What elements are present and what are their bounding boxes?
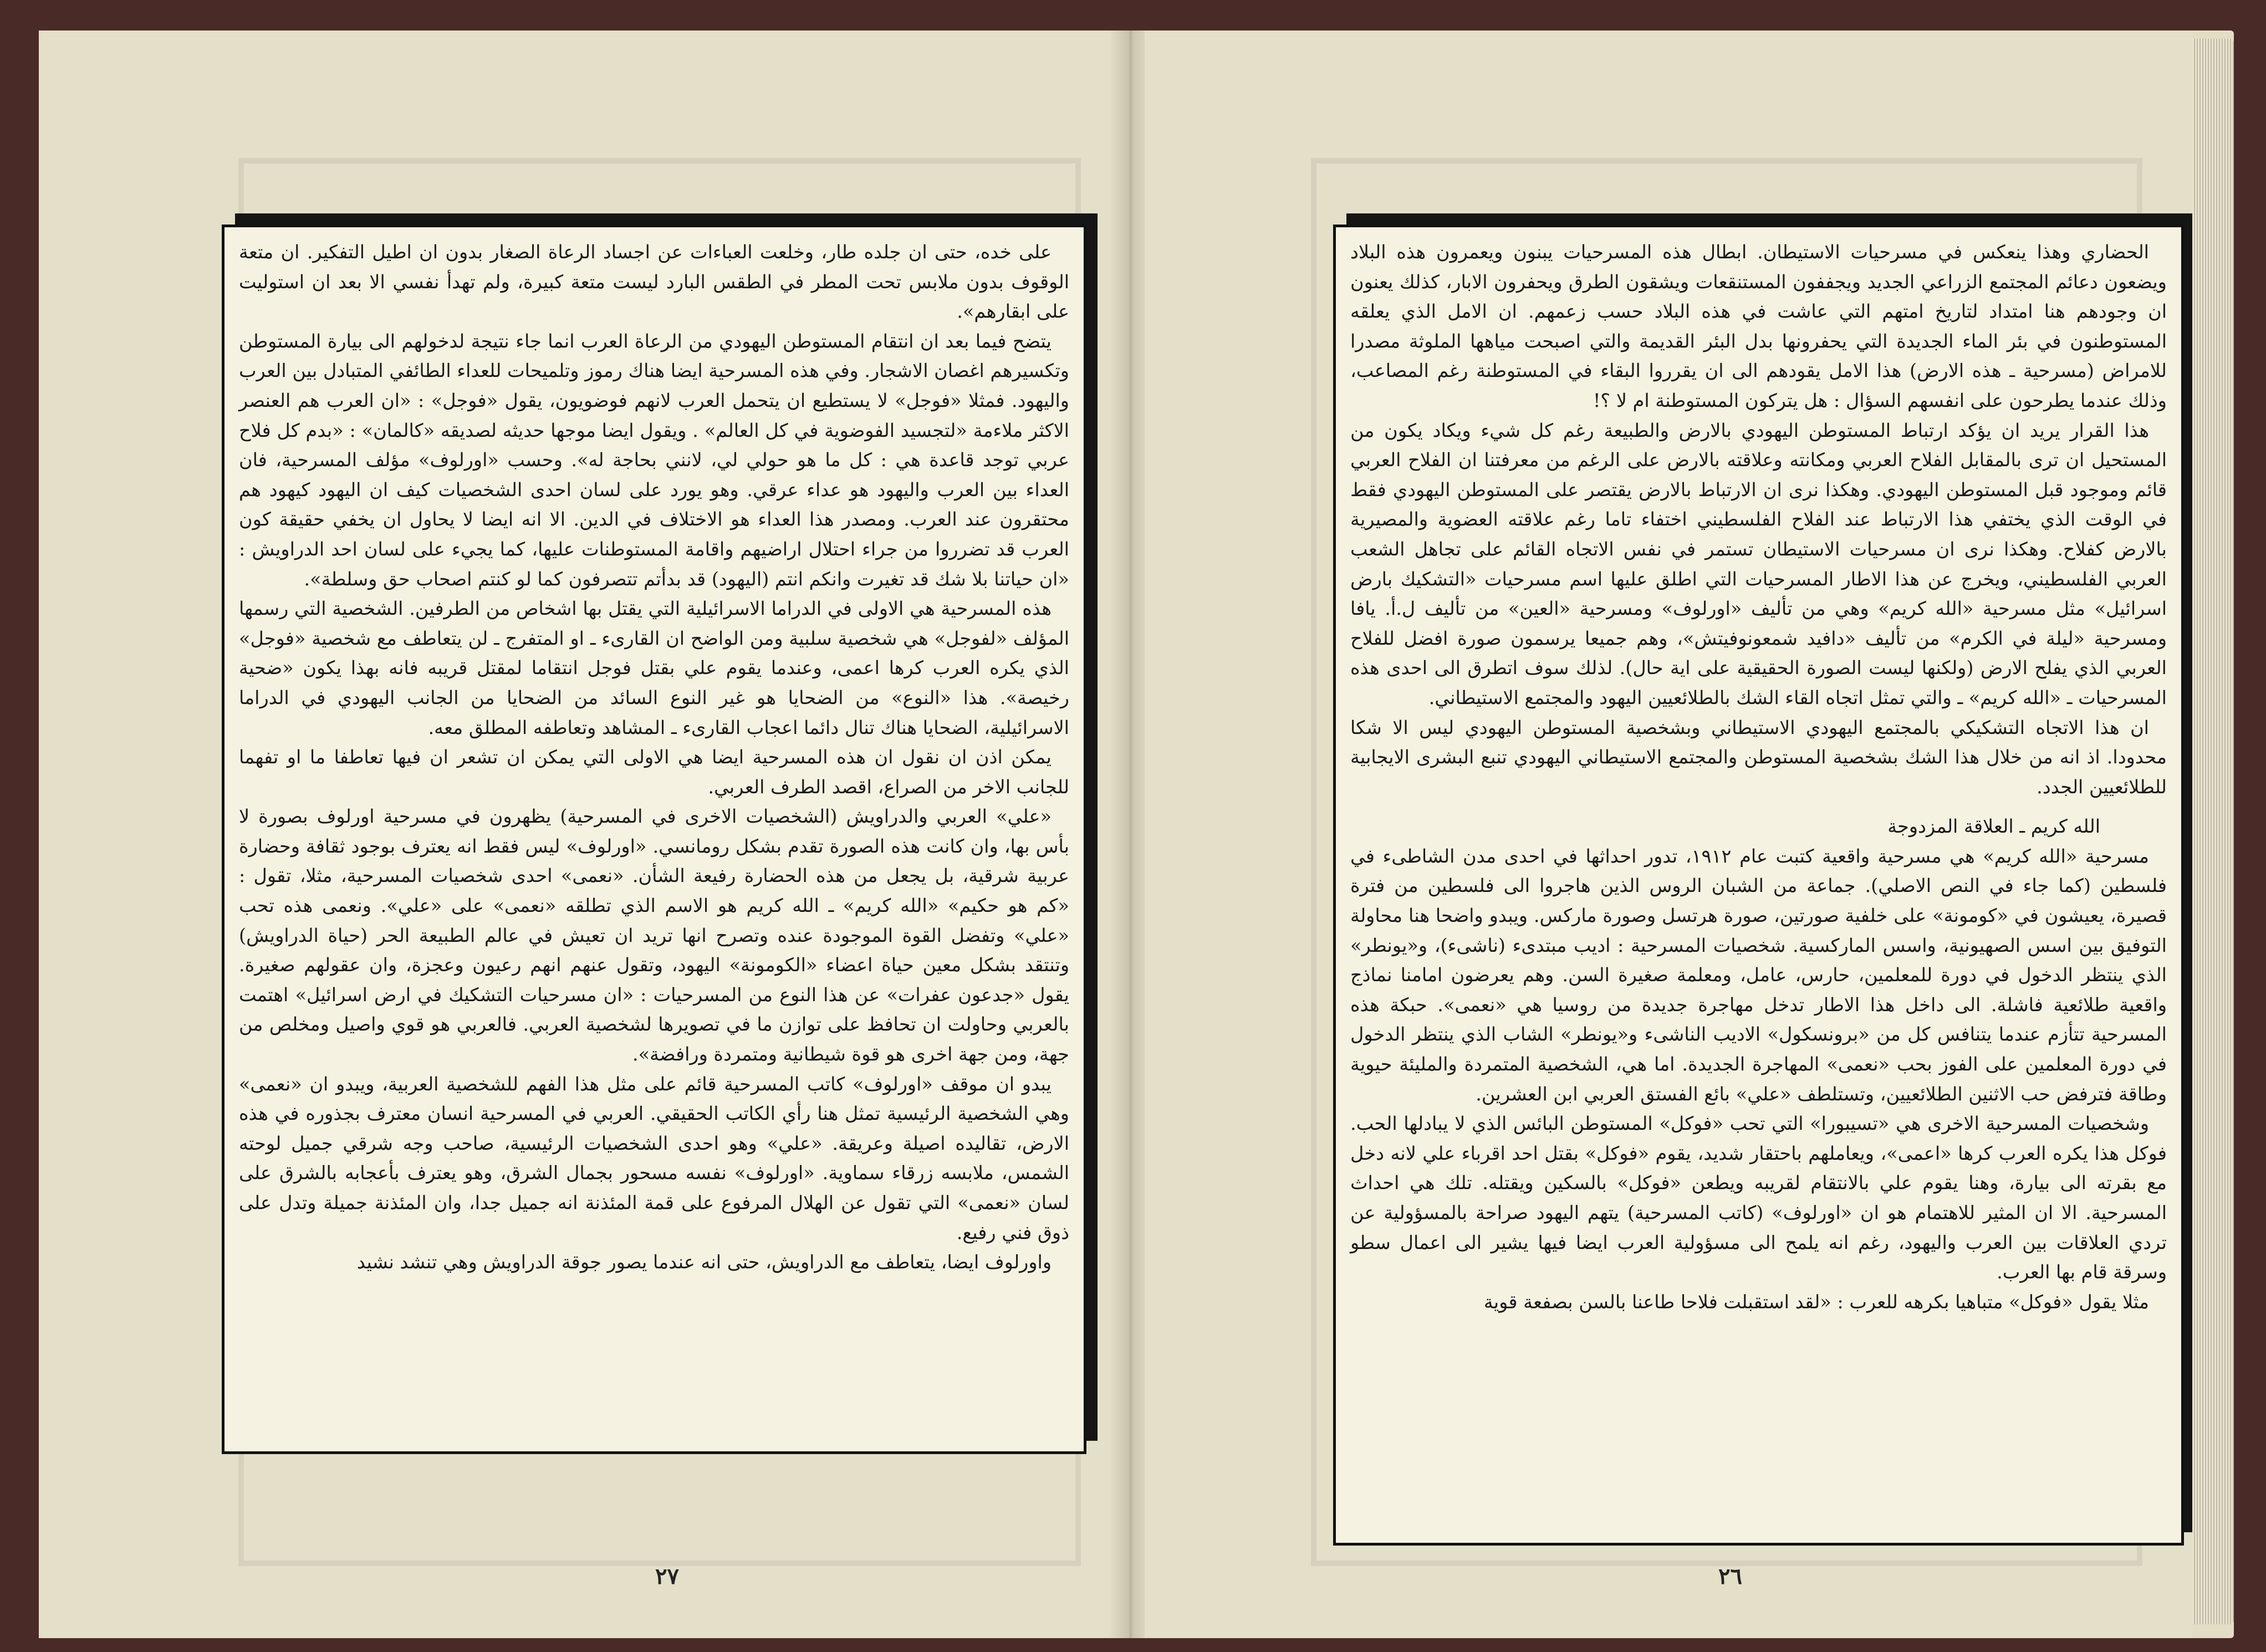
left-page-text-frame [222,225,1086,1454]
paragraph: الحضاري وهذا ينعكس في مسرحيات الاستيطان. ابطال هذه المسرحيات يبنون ويعمرون هذه البلاد ويضعون دعائم المجتمع الزراعي الجديد ويجففون المستنقعات ويشقون الطرق ويحفرون الابار، كذلك يعنون ان وجودهم هنا امتداد لتاريخ امتهم التي عاشت في هذه البلاد حسب زعمهم. ان الامل الذي يعلقه المستوطنون في بئر الماء الجديدة التي يحفرونها بدل البئر القديمة والتي اصبحت مياهها الملوثة مصدرا للامراض (مسرحية ـ هذه الارض) هذا الامل يقودهم الى ان يقرروا البقاء في المستوطنة رغم المصاعب، وذلك عندما يطرحون على انفسهم السؤال : هل يتركون المستوطنة ام لا ؟! [1350,241,2167,411]
page-number-left: ٢٧ [655,1563,679,1589]
paragraph: مسرحية «الله كريم» هي مسرحية واقعية كتبت عام ١٩١٢، تدور احداثها في احدى مدن الشاطىء في فلسطين (كما جاء في النص الاصلي). جماعة من الشبان الروس الذين هاجروا الى فلسطين من فترة قصيرة، يعيشون في «كومونة» على خلفية صورتين، صورة هرتسل وصورة ماركس. ويبدو واضحا هنا محاولة التوفيق بين اسس الصهيونية، واسس الماركسية. شخصيات المسرحية : اديب مبتدىء (ناشىء)، و«يونطر» الذي ينتظر الدخول في دورة للمعلمين، حارس، عامل، ومعلمة صغيرة السن. وهم يعرضون امامنا نماذج واقعية طلائعية فاشلة. الى داخل هذا الاطار تدخل مهاجرة جديدة من روسيا هي «نعمى». حبكة هذه المسرحية تتأزم عندما يتنافس كل من «برونسكول» الاديب الناشىء و«يونطر» الشاب الذي ينتظر الدخول في دورة المعلمين على الفوز بحب «نعمى» المهاجرة الجديدة. اما هي، الشخصية المتمردة والمليئة حيوية وطاقة فترفض حب الاثنين الطلائعيين، وتستلطف «علي» بائع الفستق العربي ابن العشرين. [1350,845,2167,1105]
page-edges [2192,39,2234,1624]
page-number-right: ٢٦ [1718,1563,1742,1589]
paragraph: يبدو ان موقف «اورلوف» كاتب المسرحية قائم على مثل هذا الفهم للشخصية العربية، ويبدو ان «نعمى» وهي الشخصية الرئيسية تمثل هنا رأي الكاتب الحقيقي. العربي في المسرحية انسان معترف بجذوره في هذه الارض، تقاليده اصيلة وعريقة. «علي» وهو احدى الشخصيات الرئيسية، صاحب وجه شرقي جميل لوحته الشمس، ملابسه زرقاء سماوية. «اورلوف» نفسه مسحور بجمال الشرق، وهو يعترف بأعجابه بالشرق على لسان «نعمى» التي تقول عن الهلال المرفوع على قمة المئذنة انه جميل جدا، وان المئذنة جميلة وتدل على ذوق فني رفيع. [239,1073,1069,1243]
paragraph: «علي» العربي والدراويش (الشخصيات الاخرى في المسرحية) يظهرون في مسرحية اورلوف بصورة لا بأس بها، وان كانت هذه الصورة تقدم بشكل رومانسي. «اورلوف» ليس فقط انه يعترف بوجود ثقافة وحضارة عربية شرقية، بل يجعل من هذه الحضارة رفيعة الشأن. «نعمى» احدى شخصيات المسرحية، مثلا، تقول : «كم هو حكيم» «الله كريم» ـ الله كريم هو الاسم الذي تطلقه «نعمى» على «علي». ونعمى هذه تحب «علي» وتفضل القوة الموجودة عنده وتصرح انها تريد ان تعيش في عالم الطبيعة الحر (حياة الدراويش) وتنتقد بشكل معين حياة اعضاء «الكومونة» اليهود، وتقول عنهم انهم رعيون وعجزة، وان عقولهم صغيرة. يقول «جدعون عفرات» عن هذا النوع من المسرحيات : «ان مسرحيات التشكيك في ارض اسرائيل» اهتمت بالعربي وحاولت ان تحافظ على توازن ما في تصويرها لشخصية العربي. فالعربي هو قوي واصيل ومخلص من جهة، ومن جهة اخرى هو قوة شيطانية ومتمردة ورافضة». [239,805,1069,1065]
left-page [39,30,1117,1638]
paragraph: وشخصيات المسرحية الاخرى هي «تسيبورا» التي تحب «فوكل» المستوطن البائس الذي لا يبادلها الحب. فوكل هذا يكره العرب كرها «اعمى»، ويعاملهم باحتقار شديد، يقوم «فوكل» بقتل احد اقرباء علي لانه دخل مع بقرته الى بيارة، وهنا يقوم علي بالانتقام لقريبه ويطعن «فوكل» بالسكين ويقتله. تلك هي احداث المسرحية. الا ان المثير للاهتمام هو ان «اورلوف» (كاتب المسرحية) يتهم اليهود صراحة بالمسؤولية عن تردي العلاقات بين العرب واليهود، رغم انه يلمح الى مسؤولية العرب ايضا فيها يشير الى اعمال سطو وسرقة قام بها العرب. [1350,1113,2167,1283]
paragraph: هذه المسرحية هي الاولى في الدراما الاسرائيلية التي يقتل بها اشخاص من الطرفين. الشخصية التي رسمها المؤلف «لفوجل» هي شخصية سلبية ومن الواضح ان القارىء ـ او المتفرج ـ لن يتعاطف مع شخصية «فوجل» الذي يكره العرب كرها اعمى، وعندما يقوم علي بقتل فوجل انتقاما لمقتل قريبه فانه بهذا يكون «ضحية رخيصة». هذا «النوع» من الضحايا هو غير النوع السائد من الضحايا من الجانب اليهودي في الدراما الاسرائيلية، الضحايا هناك تنال دائما اعجاب القارىء ـ المشاهد وتعاطفه المطلق معه. [239,598,1069,738]
paragraph: هذا القرار يريد ان يؤكد ارتباط المستوطن اليهودي بالارض والطبيعة رغم كل شيء ويكاد يكون من المستحيل ان ترى بالمقابل الفلاح العربي ومكانته وعلاقته بالارض على الرغم من معرفتنا ان الفلاح العربي قائم وموجود قبل المستوطن اليهودي. وهكذا نرى ان الارتباط بالارض يقتصر على المستوطن اليهودي فقط في الوقت الذي يختفي هذا الارتباط عند الفلاح الفلسطيني اختفاء تاما رغم علاقته العضوية والمصيرية بالارض كفلاح. وهكذا نرى ان مسرحيات الاستيطان تستمر في نفس الاتجاه القائم على تجاهل الشعب العربي الفلسطيني، ويخرج عن هذا الاطار المسرحيات التي اطلق عليها اسم مسرحيات «التشكيك بارض اسرائيل» مثل مسرحية «الله كريم» وهي من تأليف «اورلوف» ومسرحية «العين» من تأليف ل.أ. يافا ومسرحية «ليلة في الكرم» من تأليف «دافيد شمعونوفيتش»، وهم جميعا يرسمون صورة افضل للفلاح العربي الذي يفلح الارض (ولكنها ليست الصورة الحقيقية على اية حال). لذلك سوف اتطرق الى احدى هذه المسرحيات ـ «الله كريم» ـ والتي تمثل اتجاه القاء الشك بالطلائعيين اليهود والمجتمع الاستيطاني. [1350,419,2167,708]
paragraph: مثلا يقول «فوكل» متباهيا بكرهه للعرب : «لقد استقبلت فلاحا طاعنا بالسن بصفعة قوية [1483,1291,2149,1313]
paragraph: يمكن اذن ان نقول ان هذه المسرحية ايضا هي الاولى التي يمكن ان تشعر ان فيها تعاطفا ما او تفهما للجانب الاخر من الصراع، اقصد الطرف العربي. [239,746,1069,798]
paragraph: على خده، حتى ان جلده طار، وخلعت العباءات عن اجساد الرعاة الصغار بدون ان اطيل التفكير. ان متعة الوقوف بدون ملابس تحت المطر في الطقس البارد ليست متعة كبيرة، ولم تهدأ نفسي الا بعد ان استوليت على ابقارهم». [239,241,1069,323]
section-heading: الله كريم ـ العلاقة المزدوجة [1887,815,2100,838]
right-page [1145,30,2192,1638]
paragraph: ان هذا الاتجاه التشكيكي بالمجتمع اليهودي الاستيطاني وبشخصية المستوطن اليهودي ليس الا شكا محدودا. اذ انه من خلال هذا الشك بشخصية المستوطن والمجتمع الاستيطاني اليهودي تنبع البشرى الايجابية للطلائعيين الجدد. [1350,716,2167,798]
paragraph: واورلوف ايضا، يتعاطف مع الدراويش، حتى انه عندما يصور جوقة الدراويش وهي تنشد نشيد [356,1251,1052,1273]
book-spread [39,30,2234,1638]
right-page-text-frame [1333,225,2184,1546]
paragraph: يتضح فيما بعد ان انتقام المستوطن اليهودي من الرعاة العرب انما جاء نتيجة لدخولهم الى بيارة المستوطن وتكسيرهم اغصان الاشجار. وفي هذه المسرحية ايضا هناك رموز وتلميحات للعداء الطائفي المتبادل بين العرب واليهود. فمثلا «فوجل» لا يستطيع ان يتحمل العرب لانهم فوضويون، يقول «فوجل» : «ان العرب هم العنصر الاكثر ملاءمة «لتجسيد الفوضوية في كل العالم» . ويقول ايضا موجها حديثه لصديقه «كالمان» : «بدم كل فلاح عربي توجد قاعدة هي : كل ما هو حولي لي، لانني بحاجة له». وحسب «اورلوف» مؤلف المسرحية، فان العداء بين العرب واليهود هو عداء عرقي. وهو يورد على لسان احدى الشخصيات كيف ان اليهود كيهود هم محتقرون عند العرب. ومصدر هذا العداء هو الاختلاف في الدين. الا انه ايضا لا يحاول ان يخفي حقيقة كون العرب قد تضرروا من جراء احتلال اراضيهم واقامة المستوطنات عليها، كما يجيء على لسان احد الدراويش : «ان حياتنا بلا شك قد تغيرت وانكم انتم (اليهود) قد بدأتم تتصرفون كما لو كنتم اصحاب حق وسلطة». [239,330,1069,590]
